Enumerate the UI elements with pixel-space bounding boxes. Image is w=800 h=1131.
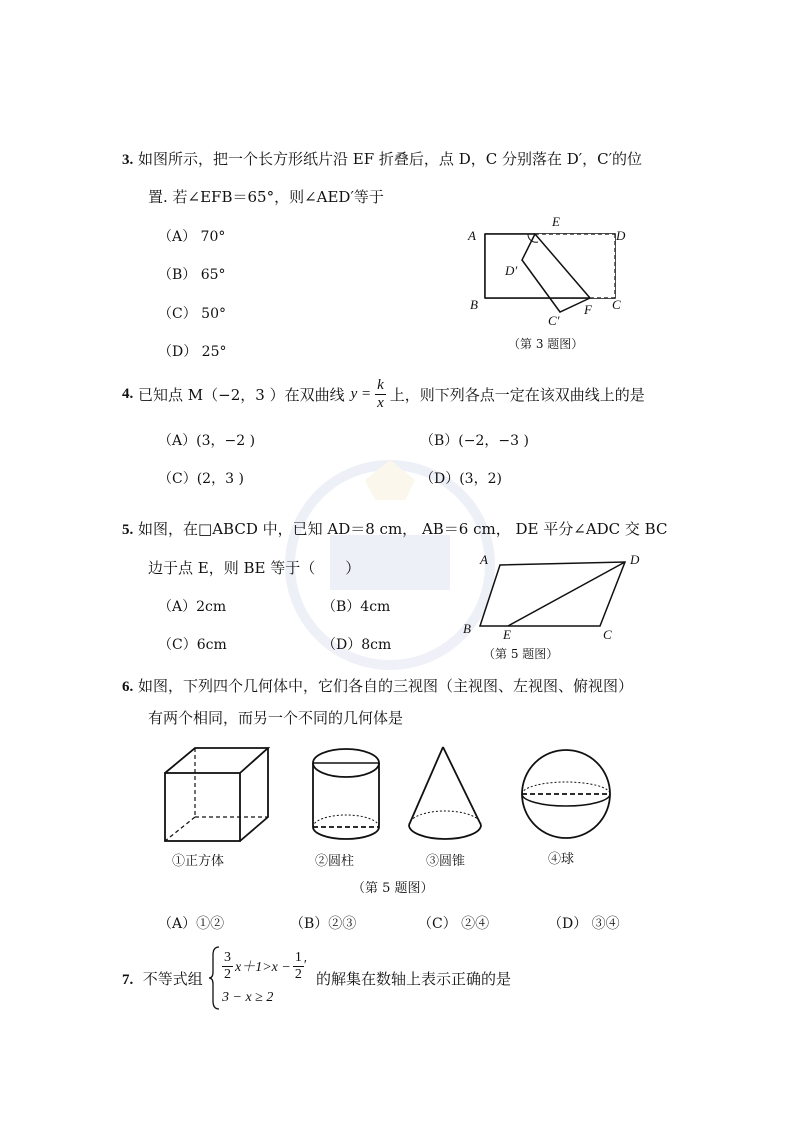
q6-option-d[interactable]: （D） ③④ <box>548 916 620 932</box>
cone-figure <box>405 745 485 845</box>
q7-ineq1-coef-num: 3 <box>224 950 231 966</box>
q4-text-after: 上，则下列各点一定在该双曲线上的是 <box>389 385 645 404</box>
q6-option-c[interactable]: （C） ②④ <box>418 916 490 932</box>
q5-label-b: B <box>463 621 471 636</box>
q3-figure-caption: （第 3 题图） <box>508 337 584 351</box>
q4-number: 4. <box>122 385 134 402</box>
q5-label-a: A <box>480 552 488 567</box>
q3-option-a[interactable]: （A） 70° <box>158 229 226 245</box>
q4-option-c[interactable]: （C）(2，3 ) <box>158 471 244 487</box>
shape-label-cone: ③圆锥 <box>426 854 466 869</box>
q5-line1 <box>122 518 667 539</box>
q7-ineq1-rhs-num: 1 <box>294 950 302 966</box>
q7-number: 7. <box>122 972 134 988</box>
shape-label-sphere: ④球 <box>548 852 575 867</box>
q6-option-a[interactable]: （A）①② <box>158 916 225 932</box>
q3-label-f: F <box>584 302 592 317</box>
q7-text-after: 的解集在数轴上表示正确的是 <box>316 970 512 988</box>
q4-option-d[interactable]: （D）(3，2) <box>420 471 502 487</box>
q7-ineq1-coef <box>222 950 233 982</box>
q6-text-line2: 有两个相同，而另一个不同的几何体是 <box>148 709 404 727</box>
q5-label-c: C <box>603 627 612 642</box>
q7-text-before: 不等式组 <box>142 970 203 988</box>
q4-option-a[interactable]: （A）(3，−2 ) <box>158 433 256 449</box>
q4-option-b[interactable]: （B）(−2，−3 ) <box>420 433 529 449</box>
q7-ineq1-coef-den: 2 <box>224 966 231 982</box>
q4-frac-num: k <box>377 377 384 393</box>
q4-y-equals: y = <box>350 385 372 402</box>
q3-option-d[interactable]: （D） 25° <box>158 344 227 360</box>
q3-text-line1: 如图所示，把一个长方形纸片沿 EF 折叠后，点 D，C 分别落在 D′，C′的位 <box>138 150 643 168</box>
q7-inequality-2: 3 − x ≥ 2 <box>222 990 274 1005</box>
q3-option-b[interactable]: （B） 65° <box>158 267 226 283</box>
q6-figure-caption: （第 5 题图） <box>352 881 434 896</box>
q5-label-e: E <box>503 627 511 642</box>
q3-option-c[interactable]: （C） 50° <box>158 306 226 322</box>
shape-label-cylinder: ②圆柱 <box>315 854 355 869</box>
q3-label-e: E <box>552 214 560 229</box>
q7-ineq1-rhs-den: 2 <box>294 966 302 982</box>
q5-figure-caption: （第 5 题图） <box>483 647 559 661</box>
q5-figure <box>470 550 640 640</box>
q3-label-a: A <box>468 228 476 243</box>
q7-ineq1-mid: x＋1>x − <box>235 960 291 975</box>
q5-text-line1: 如图，在□ABCD 中，已知 AD＝8 cm， AB＝6 cm， DE 平分∠ADC 交 BC <box>138 520 668 538</box>
q5-text-line2: 边于点 E，则 BE 等于（ ） <box>148 559 361 577</box>
q3-label-c: C <box>612 297 621 312</box>
q4-line <box>122 374 645 414</box>
q4-text-before: 已知点 M（−2，3 ）在双曲线 <box>138 385 345 404</box>
q7-lead <box>122 968 203 989</box>
q4-frac-den: x <box>377 394 384 411</box>
q6-number: 6. <box>122 679 134 695</box>
q3-figure <box>460 210 640 350</box>
q3-label-d: D <box>616 228 626 243</box>
q5-option-a[interactable]: （A）2cm <box>158 599 227 615</box>
q6-text-line1: 如图，下列四个几何体中，它们各自的三视图（主视图、左视图、俯视图） <box>138 677 634 695</box>
shape-label-cube: ①正方体 <box>172 854 225 869</box>
q3-text-line2: 置. 若∠EFB＝65°，则∠AED′等于 <box>148 188 384 206</box>
q5-option-d[interactable]: （D）8cm <box>322 637 392 653</box>
cylinder-figure <box>308 745 384 845</box>
q3-label-b: B <box>470 297 478 312</box>
cube-figure <box>160 745 275 845</box>
q7-ineq1-tail: ′ <box>303 958 307 973</box>
q5-option-b[interactable]: （B）4cm <box>322 599 391 615</box>
q7-inequality-1 <box>222 946 307 986</box>
sphere-figure <box>518 748 618 840</box>
q6-line1 <box>122 675 633 696</box>
q3-label-d-prime: D′ <box>505 263 518 278</box>
q5-option-c[interactable]: （C）6cm <box>158 637 227 653</box>
q5-number: 5. <box>122 522 134 538</box>
q5-label-d: D <box>630 552 640 567</box>
q3-number: 3. <box>122 152 134 168</box>
q6-option-b[interactable]: （B）②③ <box>290 916 357 932</box>
q7-ineq1-rhs <box>293 950 304 982</box>
q3-line1 <box>122 148 642 169</box>
q4-fraction <box>375 377 386 411</box>
q7-brace <box>208 945 220 1011</box>
q3-label-c-prime: C′ <box>548 313 560 328</box>
